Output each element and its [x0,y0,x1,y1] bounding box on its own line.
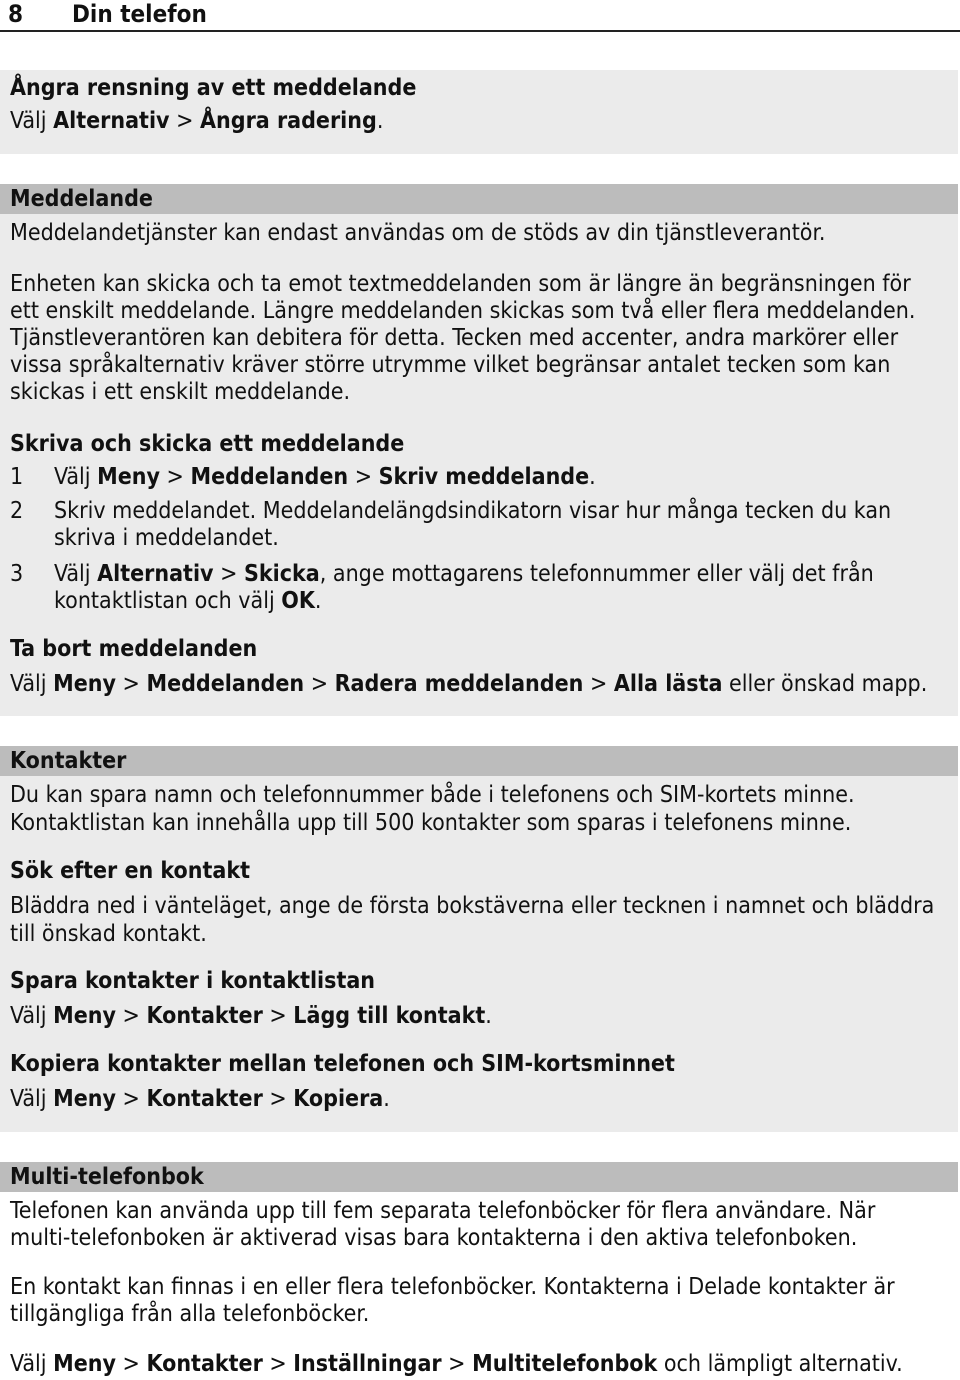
menu-path-item: Lägg till kontakt [293,1003,486,1029]
menu-path-item: Radera meddelanden [334,671,584,697]
section-bar [0,184,958,214]
step-text: Välj Meny > Meddelanden > Skriv meddelande. [54,464,596,490]
undo-instruction: Välj Alternativ > Ångra radering. [10,108,384,134]
menu-path-item: Skicka [244,561,320,587]
subheading: Kopiera kontakter mellan telefonen och SIM-kortsminnet [10,1051,675,1077]
page-header [0,0,960,32]
section-title: Meddelande [10,186,153,212]
menu-path-item: Kontakter [146,1351,263,1377]
paragraph-line: Telefonen kan använda upp till fem separata telefonböcker för flera användare. När [10,1198,876,1224]
multi-instruction: Välj Meny > Kontakter > Inställningar > Multitelefonbok och lämpligt alternativ. [10,1351,903,1377]
menu-path-item: Kontakter [146,1086,263,1112]
step-number: 3 [10,561,24,587]
section-bar [0,1162,958,1192]
step-number: 2 [10,498,24,524]
menu-path-item: Inställningar [293,1351,442,1377]
paragraph: Meddelandetjänster kan endast användas om de stöds av din tjänstleverantör. [10,220,826,246]
step-text: Skriv meddelandet. Meddelandelängdsindikatorn visar hur många tecken du kan [54,498,892,524]
menu-path-item: OK [281,588,315,614]
paragraph-line: Du kan spara namn och telefonnummer både i telefonens och SIM-kortets minne. [10,782,855,808]
undo-heading: Ångra rensning av ett meddelande [10,75,417,101]
paragraph-line: Tjänstleverantören kan debitera för detta. Tecken med accenter, andra markörer eller [10,325,899,351]
subheading: Sök efter en kontakt [10,858,251,884]
paragraph-line: skickas i ett enskilt meddelande. [10,379,351,405]
step-text: kontaktlistan och välj OK. [54,588,322,614]
paragraph-line: En kontakt kan finnas i en eller flera telefonböcker. Kontakterna i Delade kontakter är [10,1274,895,1300]
paragraph-line: Enheten kan skicka och ta emot textmeddelanden som är längre än begränsningen för [10,271,911,297]
menu-path-item: Kontakter [146,1003,263,1029]
menu-path-item: Meddelanden [146,671,305,697]
paragraph-line: tillgängliga från alla telefonböcker. [10,1301,370,1327]
menu-path-item: Ångra radering [200,108,377,134]
save-instruction: Välj Meny > Kontakter > Lägg till kontakt. [10,1003,492,1029]
subheading: Skriva och skicka ett meddelande [10,431,405,457]
menu-path-item: Kopiera [293,1086,384,1112]
header-title: Din telefon [72,0,207,28]
menu-path-item: Alla lästa [613,671,723,697]
menu-path-item: Skriv meddelande [378,464,590,490]
menu-path-item: Alternativ [97,561,214,587]
menu-path-item: Meny [97,464,160,490]
section-title: Multi-telefonbok [10,1164,204,1190]
paragraph-line: Bläddra ned i vänteläget, ange de första bokstäverna eller tecknen i namnet och bläddra [10,893,935,919]
subheading: Spara kontakter i kontaktlistan [10,968,376,994]
menu-path-item: Meny [53,1003,116,1029]
messages-block [0,184,958,716]
paragraph-line: till önskad kontakt. [10,921,207,947]
copy-instruction: Välj Meny > Kontakter > Kopiera. [10,1086,390,1112]
paragraph-line: ett enskilt meddelande. Längre meddelanden skickas som två eller flera meddelanden. [10,298,916,324]
contacts-block [0,746,958,1132]
subheading: Ta bort meddelanden [10,636,258,662]
page-number: 8 [8,0,24,28]
step-text: skriva i meddelandet. [54,525,279,551]
step-text: Välj Alternativ > Skicka, ange mottagarens telefonnummer eller välj det från [54,561,874,587]
menu-path-item: Meny [53,671,116,697]
undo-block [0,70,958,154]
paragraph-line: multi-telefonboken är aktiverad visas bara kontakterna i den aktiva telefonboken. [10,1225,858,1251]
menu-path-item: Meddelanden [190,464,349,490]
menu-path-item: Meny [53,1351,116,1377]
multi-phonebook-block [0,1162,958,1380]
paragraph-line: Kontaktlistan kan innehålla upp till 500 kontakter som sparas i telefonens minne. [10,810,852,836]
section-bar [0,746,958,776]
delete-instruction: Välj Meny > Meddelanden > Radera meddelanden > Alla lästa eller önskad mapp. [10,671,928,697]
menu-path-item: Multitelefonbok [472,1351,658,1377]
section-title: Kontakter [10,748,127,774]
step-number: 1 [10,464,24,490]
menu-path-item: Alternativ [53,108,170,134]
paragraph-line: vissa språkalternativ kräver större utrymme vilket begränsar antalet tecken som kan [10,352,891,378]
menu-path-item: Meny [53,1086,116,1112]
